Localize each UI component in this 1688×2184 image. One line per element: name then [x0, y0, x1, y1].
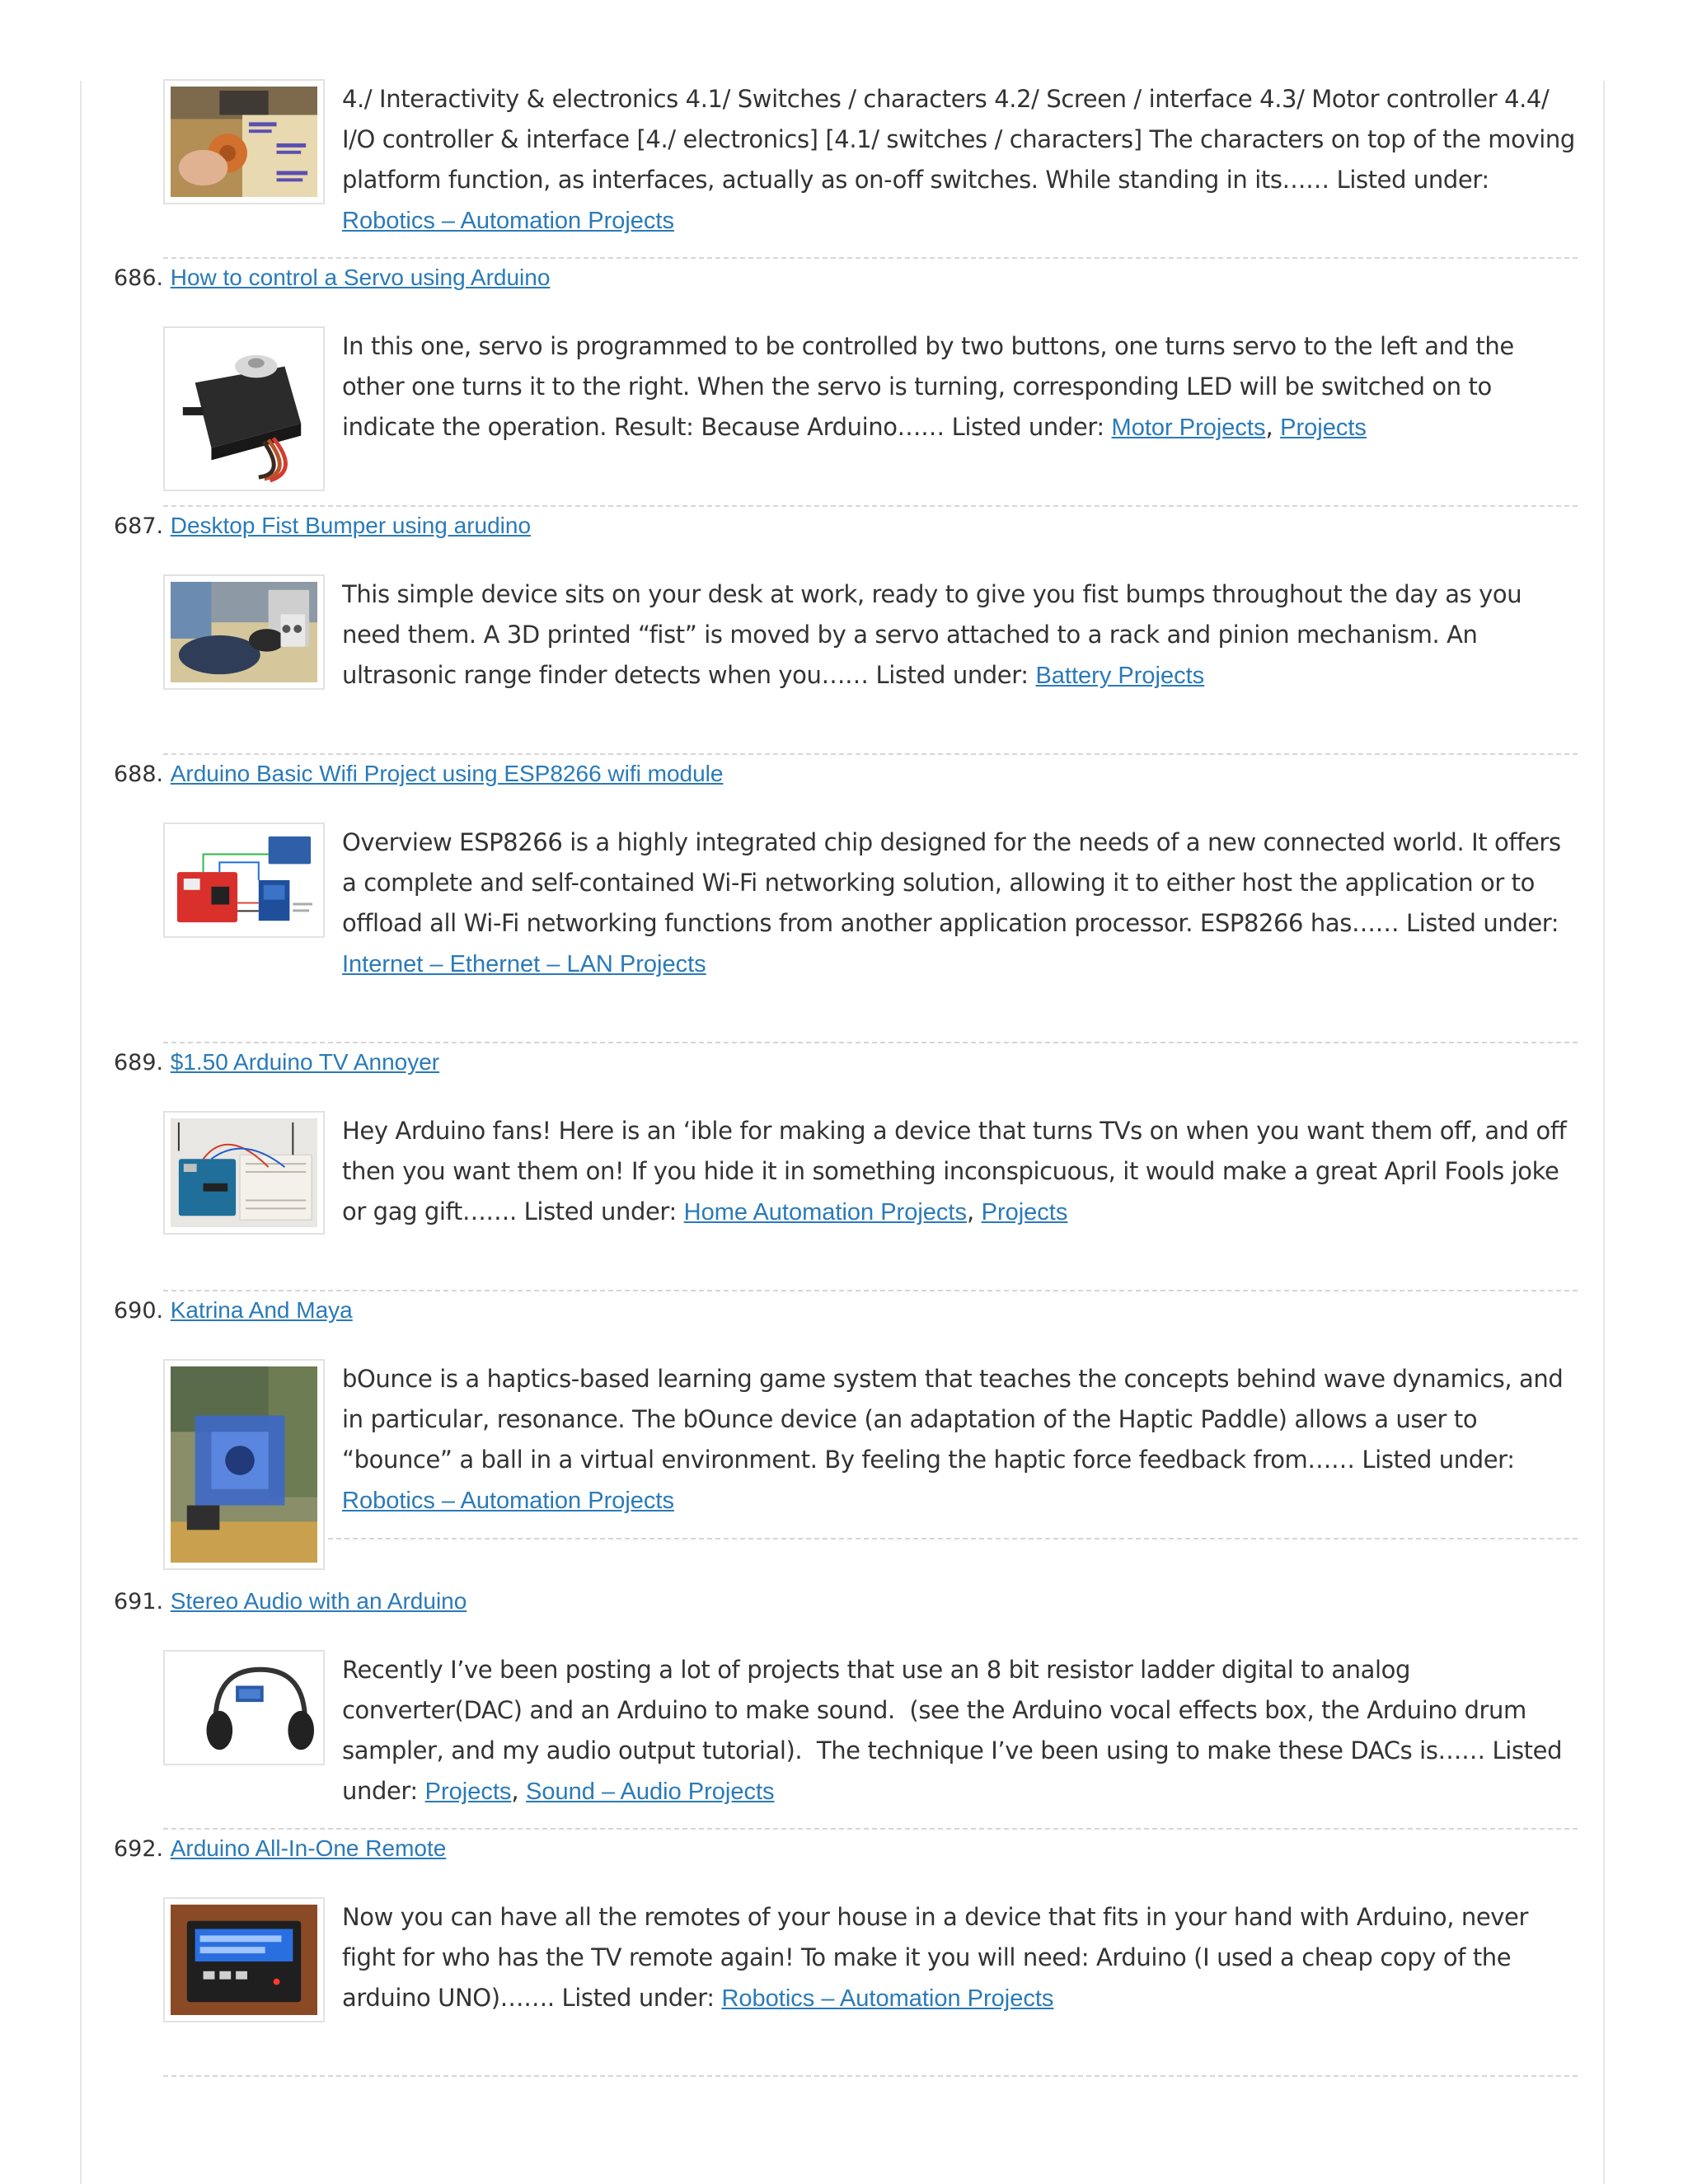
entry-description: [342, 326, 1578, 448]
category-link[interactable]: Robotics – Automation Projects: [721, 1985, 1054, 2012]
entry-thumbnail[interactable]: [163, 1111, 325, 1235]
entry-description-text: This simple device sits on your desk at work, ready to give you fist bumps throughout the day as you need them. A 3D printed “fist” is moved by a servo attached to a rack and pinion mechanism. An ultrasonic range finder detects when you…… Listed under:: [342, 580, 1522, 689]
entry-number: 692.: [114, 1836, 164, 1862]
entry-number: 687.: [114, 513, 164, 539]
entry-header: [114, 1046, 439, 1080]
servo-motor-photo-icon: [171, 334, 317, 484]
entry-description: [342, 1359, 1578, 1521]
haptic-paddle-photo-icon: [171, 1366, 317, 1563]
entry-description: [342, 574, 1578, 696]
entry-description: [342, 1650, 1578, 1812]
entry-divider: [163, 505, 1578, 507]
entry-description-text: Overview ESP8266 is a highly integrated chip designed for the needs of a new connected world. It offers a complete and self-contained Wi-Fi networking solution, allowing it to either host the application or to offload all Wi-Fi networking functions from another application processor. ESP8266 has…… Listed under:: [342, 828, 1561, 937]
arduino-breadboard-photo-icon: [171, 1118, 317, 1227]
entry-header: [114, 261, 550, 295]
entry-title-link[interactable]: Stereo Audio with an Arduino: [170, 1588, 467, 1614]
entry-title-link[interactable]: Arduino All-In-One Remote: [170, 1835, 447, 1861]
entry-title-link[interactable]: Katrina And Maya: [170, 1297, 353, 1323]
entry-number: 686.: [114, 265, 164, 291]
entry-title-link[interactable]: How to control a Servo using Arduino: [170, 265, 551, 290]
category-separator: ,: [511, 1777, 527, 1805]
entry-number: 688.: [114, 762, 164, 787]
entry-thumbnail[interactable]: [163, 1359, 325, 1570]
fist-bumper-photo-icon: [171, 582, 317, 682]
category-link[interactable]: Robotics – Automation Projects: [342, 208, 674, 234]
category-link[interactable]: Robotics – Automation Projects: [342, 1488, 674, 1514]
entry-divider: [163, 2075, 1578, 2077]
headphones-photo-icon: [171, 1657, 317, 1758]
entry-description-text: In this one, servo is programmed to be controlled by two buttons, one turns servo to the left and the other one turns it to the right. When the servo is turning, corresponding LED will be switched on to indicate the operation. Result: Because Arduino…… Listed under:: [342, 332, 1514, 441]
category-link[interactable]: Projects: [1280, 415, 1367, 441]
entry-divider: [163, 753, 1578, 755]
category-link[interactable]: Projects: [981, 1199, 1068, 1226]
entry-description: [342, 1111, 1578, 1233]
entry-divider: [328, 1538, 1578, 1540]
entry-description-text: bOunce is a haptics-based learning game system that teaches the concepts behind wave dynamics, and in particular, resonance. The bOunce device (an adaptation of the Haptic Paddle) allows a user to “bounce” a ball in a virtual environment. By feeling the haptic force feedback from…… Listed under:: [342, 1365, 1564, 1474]
entry-number: 691.: [114, 1589, 164, 1615]
entry-divider: [163, 1042, 1578, 1043]
entry-description-text: Now you can have all the remotes of your house in a device that fits in your hand with Arduino, never fight for who has the TV remote again! To make it you will need: Arduino (I used a cheap copy of the arduino UNO)……. Listed under:: [342, 1903, 1528, 2012]
category-link[interactable]: Battery Projects: [1035, 663, 1205, 689]
category-link[interactable]: Motor Projects: [1111, 415, 1266, 441]
entry-number: 689.: [114, 1050, 164, 1076]
entry-header: [114, 1585, 467, 1619]
lcd-remote-photo-icon: [171, 1905, 317, 2015]
entry-thumbnail[interactable]: [163, 79, 325, 204]
entry-description: [342, 823, 1578, 985]
entry-description-text: 4./ Interactivity & electronics 4.1/ Switches / characters 4.2/ Screen / interface 4.3/ Motor controller 4.4/ I/O controller & interface [4./ electronics] [4.1/ switches / characters] The characters on top of the moving platform function, as interfaces, actually as on-off switches. While standing in its…… Listed under:: [342, 85, 1575, 194]
category-link[interactable]: Home Automation Projects: [683, 1199, 967, 1226]
entry-thumbnail[interactable]: [163, 574, 325, 690]
esp8266-wiring-diagram-icon: [171, 830, 317, 930]
category-link[interactable]: Projects: [424, 1779, 512, 1805]
category-link[interactable]: Internet – Ethernet – LAN Projects: [342, 951, 706, 977]
entry-thumbnail[interactable]: [163, 326, 325, 491]
entry-description-text: Hey Arduino fans! Here is an ‘ible for making a device that turns TVs on when you want them off, and off then you want them on! If you hide it in something inconspicuous, it would make a great April Fools joke or gag gift……. Listed under:: [342, 1117, 1567, 1226]
entry-header: [114, 1832, 446, 1866]
entry-title-link[interactable]: Desktop Fist Bumper using arudino: [170, 513, 532, 538]
category-separator: ,: [1265, 413, 1281, 441]
entry-number: 690.: [114, 1298, 164, 1324]
entry-divider: [163, 1290, 1578, 1291]
entry-title-link[interactable]: Arduino Basic Wifi Project using ESP8266 wifi module: [170, 761, 724, 786]
entry-header: [114, 757, 723, 791]
entry-description: [342, 1897, 1578, 2019]
entry-divider: [163, 1828, 1578, 1830]
entry-description: [342, 79, 1578, 241]
entry-thumbnail[interactable]: [163, 823, 325, 938]
entry-header: [114, 509, 531, 543]
entry-thumbnail[interactable]: [163, 1897, 325, 2022]
entry-header: [114, 1294, 353, 1328]
entry-title-link[interactable]: $1.50 Arduino TV Annoyer: [170, 1049, 440, 1075]
entry-thumbnail[interactable]: [163, 1650, 325, 1765]
category-link[interactable]: Sound – Audio Projects: [526, 1779, 775, 1805]
entry-description-text: Recently I’ve been posting a lot of projects that use an 8 bit resistor ladder digital to analog converter(DAC) and an Arduino to make sound. (see the Arduino vocal effects box, the Arduino drum sampler, and my audio output tutorial). The technique I’ve been using to make these DACs is…… Listed under:: [342, 1656, 1563, 1805]
entry-divider: [163, 257, 1578, 259]
wooden-switch-prototype-photo-icon: [171, 87, 317, 197]
category-separator: ,: [966, 1197, 982, 1226]
